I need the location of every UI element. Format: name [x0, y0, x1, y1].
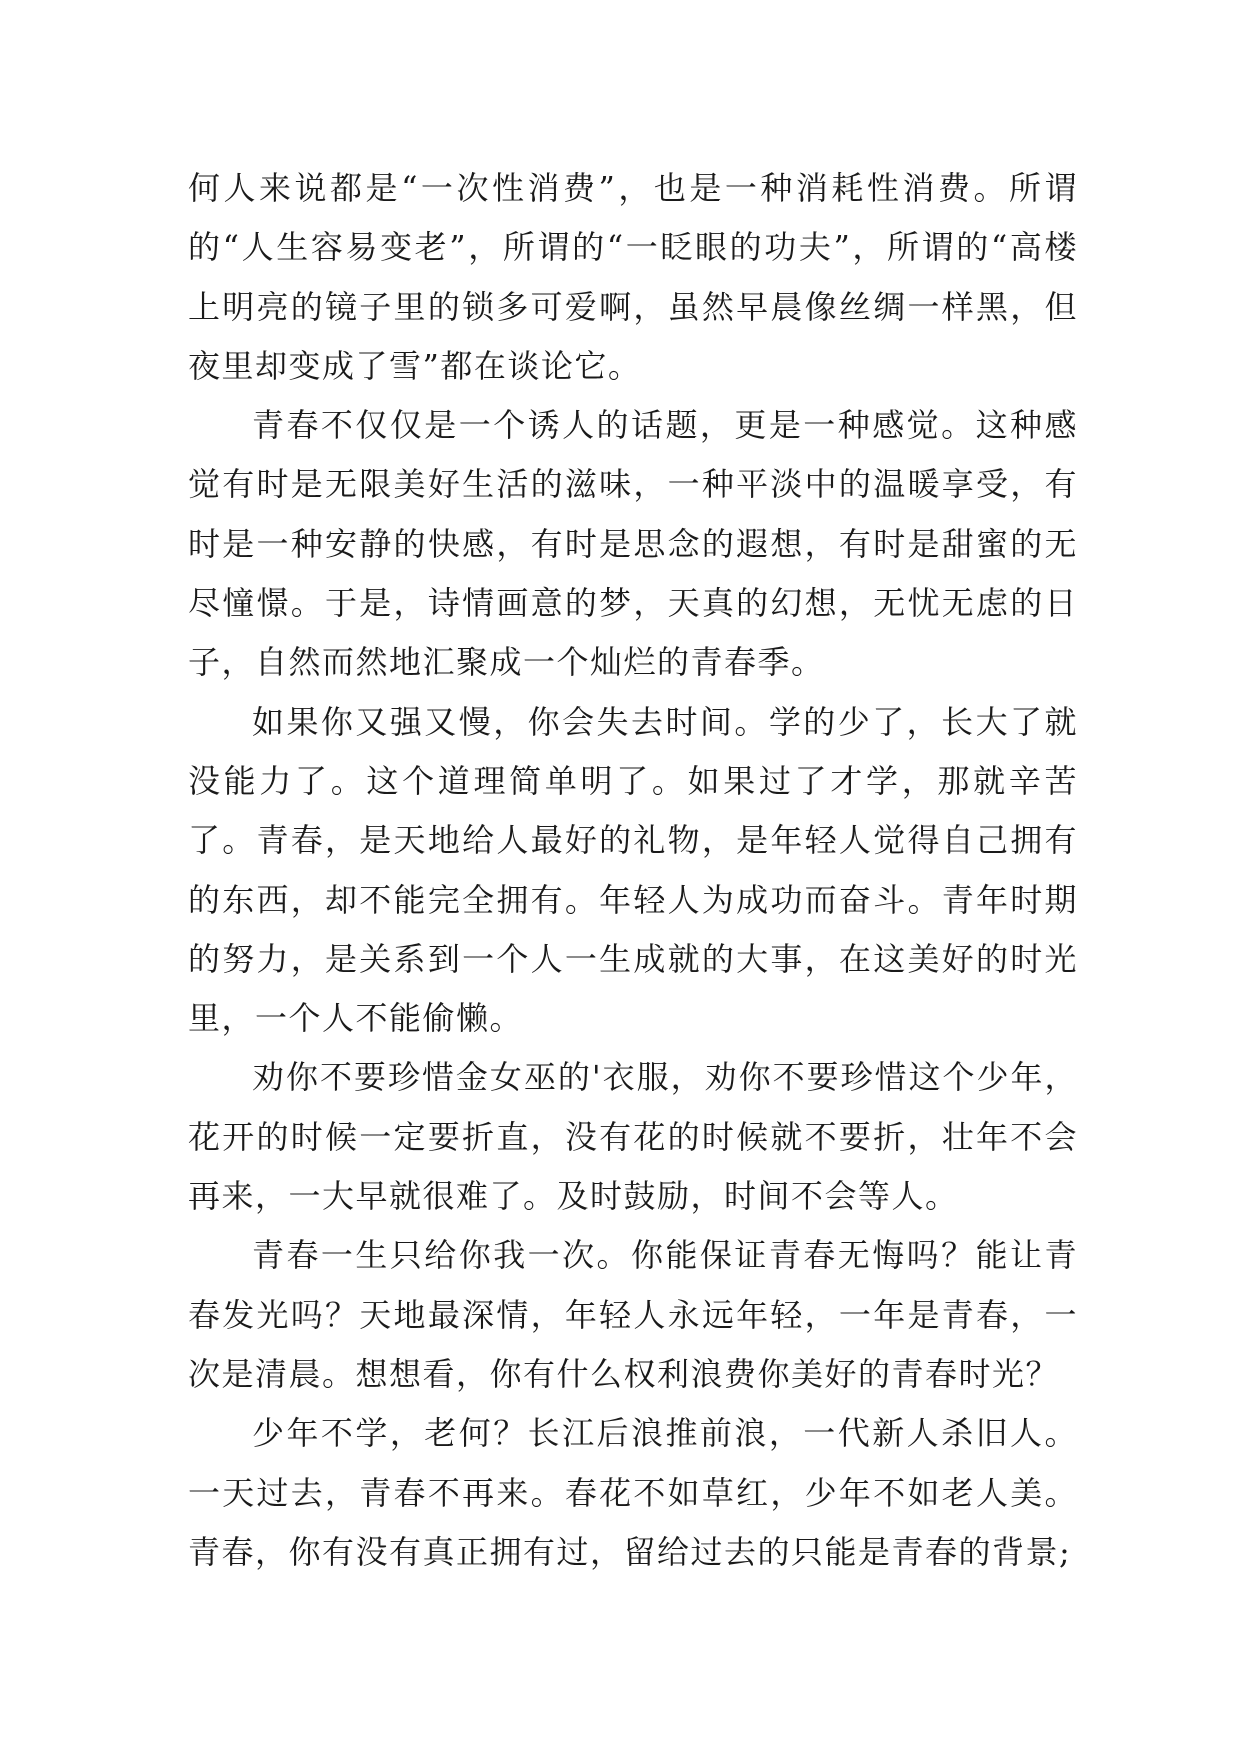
- paragraph-continuation: 何人来说都是“一次性消费”，也是一种消耗性消费。所谓的“人生容易变老”，所谓的“一眨眼的功夫”，所谓的“高楼上明亮的镜子里的锁多可爱啊，虽然早晨像丝绸一样黑，但夜里却变成了雪”都在谈论它。: [188, 169, 1078, 385]
- paragraph: 青春一生只给你我一次。你能保证青春无悔吗？能让青春发光吗？天地最深情，年轻人永远年轻，一年是青春，一次是清晨。想想看，你有什么权利浪费你美好的青春时光？: [188, 1236, 1078, 1393]
- paragraph: 少年不学，老何？长江后浪推前浪，一代新人杀旧人。一天过去，青春不再来。春花不如草红，少年不如老人美。青春，你有没有真正拥有过，留给过去的只能是青春的背景;: [188, 1414, 1078, 1571]
- paragraph: 劝你不要珍惜金女巫的'衣服，劝你不要珍惜这个少年，花开的时候一定要折直，没有花的时候就不要折，壮年不会再来，一大早就很难了。及时鼓励，时间不会等人。: [188, 1058, 1078, 1216]
- paragraph: 青春不仅仅是一个诱人的话题，更是一种感觉。这种感觉有时是无限美好生活的滋味，一种平淡中的温暖享受，有时是一种安静的快感，有时是思念的遐想，有时是甜蜜的无尽憧憬。于是，诗情画意的梦，天真的幻想，无忧无虑的日子，自然而然地汇聚成一个灿烂的青春季。: [188, 406, 1078, 682]
- body-text: [188, 159, 1078, 1582]
- paragraph: 如果你又强又慢，你会失去时间。学的少了，长大了就没能力了。这个道理简单明了。如果过了才学，那就辛苦了。青春，是天地给人最好的礼物，是年轻人觉得自己拥有的东西，却不能完全拥有。年轻人为成功而奋斗。青年时期的努力，是关系到一个人一生成就的大事，在这美好的时光里，一个人不能偷懒。: [188, 702, 1078, 1038]
